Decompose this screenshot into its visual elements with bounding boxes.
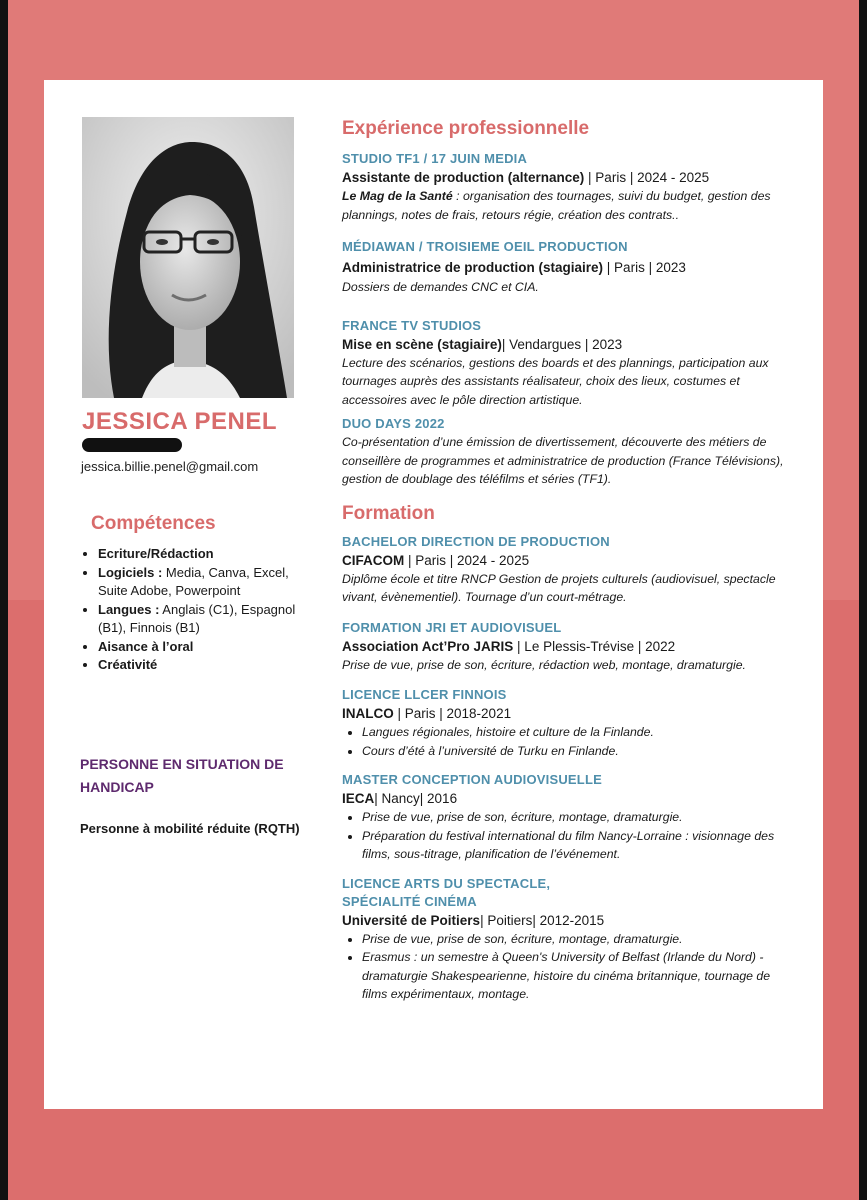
- entry-role: Administratrice de production (stagiaire) | Paris | 2023: [342, 260, 686, 275]
- skill-item: • Logiciels : Media, Canva, Excel, Suite Adobe, Powerpoint: [98, 564, 313, 601]
- experience-heading: Expérience professionnelle: [342, 118, 590, 139]
- handicap-heading: PERSONNE EN SITUATION DE HANDICAP: [80, 756, 284, 795]
- entry-role: Assistante de production (alternance) | Paris | 2024 - 2025: [342, 170, 710, 185]
- experience-entry: [342, 317, 794, 410]
- entry-desc: Lecture des scénarios, gestions des boards et des plannings, participation aux tournages auprès des assistants réalisateur, choix des lieux, costumes et accessoires avec le pôle direction artistique.: [342, 355, 769, 407]
- entry-org: DUO DAYS 2022: [342, 416, 445, 431]
- experience-entry: [342, 150, 794, 224]
- entry-role: INALCO | Paris | 2018-2021: [342, 706, 512, 721]
- entry-role: Mise en scène (stagiaire)| Vendargues | 2023: [342, 336, 623, 352]
- entry-role: Association Act’Pro JARIS | Le Plessis-Trévise | 2022: [342, 638, 676, 654]
- education-entry: [342, 686, 794, 760]
- skill-item: • Aisance à l’oral: [98, 638, 313, 657]
- entry-org: MASTER CONCEPTION AUDIOVISUELLE: [342, 772, 602, 787]
- experience-entry: [342, 415, 794, 489]
- entry-role: CIFACOM | Paris | 2024 - 2025: [342, 552, 530, 568]
- skill-item: • Créativité: [98, 656, 313, 675]
- entry-org: LICENCE ARTS DU SPECTACLE,: [342, 875, 551, 891]
- education-entry: [342, 875, 794, 1004]
- entry-desc: Dossiers de demandes CNC et CIA.: [342, 280, 539, 294]
- entry-org: STUDIO TF1 / 17 JUIN MEDIA: [342, 151, 528, 166]
- skill-item: • Langues : Anglais (C1), Espagnol (B1), Finnois (B1): [98, 601, 313, 638]
- entry-desc: Prise de vue, prise de son, écriture, rédaction web, montage, dramaturgie.: [342, 657, 746, 672]
- entry-bullets: [342, 808, 794, 864]
- skills-list: [79, 545, 313, 675]
- entry-org: LICENCE LLCER FINNOIS: [342, 687, 507, 702]
- left-edge: [0, 0, 8, 1200]
- right-column: [342, 118, 794, 1004]
- skills-heading: Compétences: [91, 513, 216, 534]
- entry-role: IECA| Nancy| 2016: [342, 791, 458, 806]
- bullet-item: • Langues régionales, histoire et culture de la Finlande.: [362, 723, 794, 742]
- profile-photo: [82, 117, 294, 398]
- entry-role: Université de Poitiers| Poitiers| 2012-2015: [342, 912, 605, 928]
- education-heading: Formation: [342, 502, 435, 524]
- entry-bullets: [342, 723, 794, 760]
- entry-org: FRANCE TV STUDIOS: [342, 317, 482, 333]
- entry-desc: Diplôme école et titre RNCP Gestion de projets culturels (audiovisuel, spectacle vivant, évènementiel). Tournage d’un court-métrage.: [342, 571, 776, 604]
- entry-desc: Co-présentation d’une émission de divertissement, découverte des métiers de conseillère de programmes et administratrice de production (France Télévisions), gestion de doublage des téléfilms et séries (TF1).: [342, 435, 784, 486]
- entry-org: BACHELOR DIRECTION DE PRODUCTION: [342, 533, 610, 549]
- right-edge: [859, 0, 867, 1200]
- entry-org-line2: SPÉCIALITÉ CINÉMA: [342, 893, 477, 909]
- bullet-item: • Cours d’été à l’université de Turku en Finlande.: [362, 742, 794, 761]
- entry-desc: Le Mag de la Santé : organisation des tournages, suivi du budget, gestion des plannings, notes de frais, retours régie, création des contrats..: [342, 189, 771, 222]
- education-entry: [342, 619, 794, 675]
- entry-org: MÉDIAWAN / TROISIEME OEIL PRODUCTION: [342, 239, 628, 254]
- bullet-item: • Préparation du festival international du film Nancy-Lorraine : visionnage des films, sous-titrage, planification de l’événement.: [362, 827, 794, 864]
- candidate-name: JESSICA PENEL: [82, 408, 277, 435]
- bullet-item: • Prise de vue, prise de son, écriture, montage, dramaturgie.: [362, 808, 794, 827]
- education-entry: [342, 533, 794, 607]
- entry-org: FORMATION JRI ET AUDIOVISUEL: [342, 619, 562, 635]
- handicap-text: Personne à mobilité réduite (RQTH): [80, 821, 300, 836]
- experience-entry: [342, 238, 794, 297]
- cv-page: [44, 80, 823, 1109]
- redacted-phone: [82, 438, 182, 452]
- entry-bullets: [342, 930, 794, 1004]
- skill-item: • Ecriture/Rédaction: [98, 545, 313, 564]
- bullet-item: • Erasmus : un semestre à Queen's University of Belfast (Irlande du Nord) - dramaturgie Shakespearienne, histoire du cinéma britannique, tournage de films expérimentaux, montage.: [362, 948, 794, 1004]
- bullet-item: • Prise de vue, prise de son, écriture, montage, dramaturgie.: [362, 930, 794, 949]
- email-text: jessica.billie.penel@gmail.com: [81, 459, 259, 474]
- education-entry: [342, 771, 794, 864]
